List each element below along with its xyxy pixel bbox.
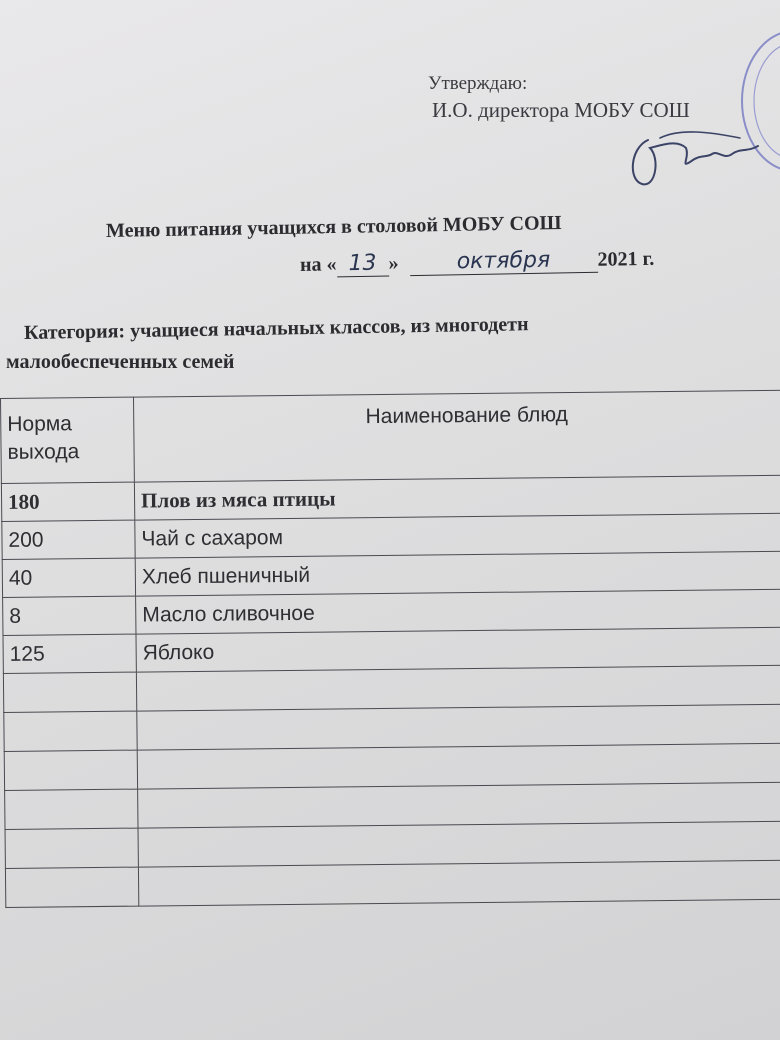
date-close-quote: » — [388, 252, 399, 275]
approval-label: Утверждаю: — [428, 73, 528, 94]
empty-cell — [138, 821, 780, 867]
category-line-1: Категория: учащиеся начальных классов, из многодетн — [23, 313, 529, 344]
category-line-2: малообеспеченных семей — [6, 351, 235, 373]
header-portion: Норма выхода — [1, 397, 135, 483]
header-dish: Наименование блюд — [133, 390, 780, 482]
portion-cell: 40 — [2, 558, 135, 597]
empty-cell — [5, 867, 138, 907]
empty-cell — [4, 711, 137, 751]
empty-cell — [136, 665, 780, 711]
empty-cell — [138, 860, 780, 906]
dish-cell: Яблоко — [136, 627, 780, 672]
empty-cell — [5, 789, 138, 829]
date-prefix: на « — [299, 253, 337, 276]
dish-cell: Плов из мяса птицы — [134, 475, 780, 520]
menu-title: Меню питания учащихся в столовой МОБУ СОШ — [105, 212, 562, 242]
empty-cell — [5, 828, 138, 868]
portion-cell: 8 — [3, 596, 136, 635]
dish-cell: Масло сливочное — [136, 589, 780, 634]
empty-row — [5, 860, 780, 907]
empty-cell — [138, 782, 780, 828]
date-year: 2021 г. — [597, 247, 655, 271]
menu-date — [300, 246, 655, 278]
signature-icon — [620, 118, 770, 198]
empty-cell — [137, 743, 780, 789]
date-day: 13 — [336, 250, 388, 277]
table-header-row — [1, 390, 780, 483]
empty-cell — [3, 672, 136, 712]
dish-cell: Хлеб пшеничный — [135, 551, 780, 596]
date-month: октября — [409, 247, 597, 276]
portion-cell: 125 — [3, 634, 136, 673]
menu-table — [0, 390, 780, 918]
empty-cell — [137, 704, 780, 750]
portion-cell: 200 — [2, 520, 135, 559]
portion-cell: 180 — [1, 482, 134, 521]
approval-position: И.О. директора МОБУ СОШ — [432, 98, 690, 122]
empty-cell — [4, 750, 137, 790]
dish-cell: Чай с сахаром — [135, 513, 780, 558]
